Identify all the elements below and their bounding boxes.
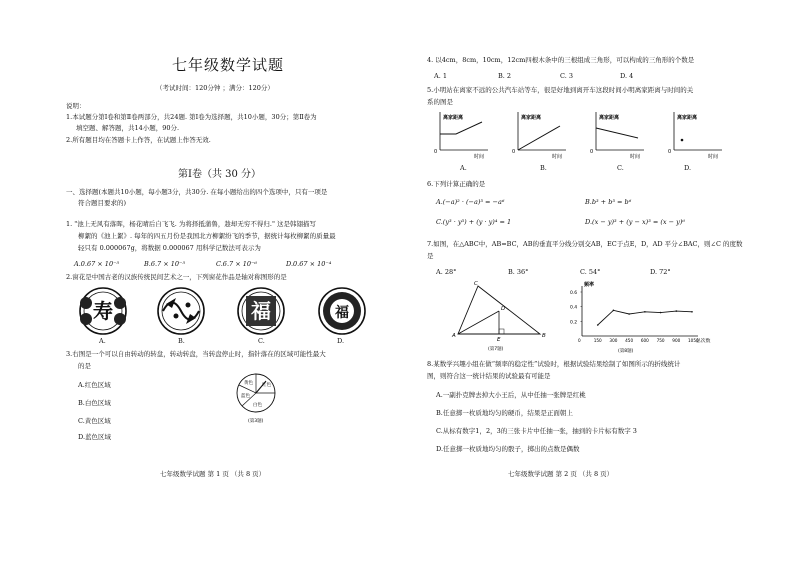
x-tick-label: 750	[656, 338, 665, 343]
note-2: 2.所有题目均在答题卡上作答，在试题上作答无效.	[66, 136, 211, 144]
y-tick-label: 0.2	[570, 320, 578, 326]
q1-option-a: A.0.67 × 10⁻⁵	[74, 260, 120, 268]
section-title: 第Ⅰ卷（共 30 分）	[178, 169, 262, 180]
paper-cut-d-glyph: 福	[335, 305, 349, 321]
tri-label-c: C	[474, 281, 478, 287]
q7-option-b: B. 36°	[508, 268, 529, 276]
q8-option-b: B.任意掷一枚质地均匀的硬币，结果是正面朝上	[436, 409, 573, 417]
q6-option-c: C.(y³ · y³) + (y · y)⁴ = 1	[436, 218, 512, 226]
y-axis-title: 频率	[584, 282, 595, 288]
q5-b-origin: 0	[512, 149, 516, 155]
q2-label-d: D.	[337, 337, 345, 345]
exam-info: （考试时间：120分钟 ；满分：120分）	[156, 84, 274, 92]
q8-caption: (第8题)	[618, 349, 634, 354]
q5-label-c: C.	[617, 164, 624, 172]
q5-a-ylabel: 离家距离	[443, 115, 464, 121]
tri-label-d: D	[501, 306, 506, 312]
q3-line-1: 3.右图是一个可以自由转动的转盘，转动转盘，当转盘停止时，指针落在的区域可能性最大	[66, 350, 326, 358]
paper-cut-c-image	[238, 288, 284, 334]
exam-title: 七年级数学试题	[172, 56, 285, 74]
q5-graph-a	[434, 112, 488, 160]
q5-a-origin: 0	[434, 149, 438, 155]
q4-option-a: A. 1	[434, 72, 447, 80]
right-footer: 七年级数学试题 第 2 页 （共 8 页）	[508, 470, 614, 478]
q8-line-1: 8.某数学兴趣小组在做“频率的稳定性”试验时，根据试验结果绘制了如图所示的折线统计	[427, 360, 681, 368]
paper-cut-a-glyph: 寿	[93, 299, 113, 323]
q7-caption: (第7题)	[488, 347, 504, 352]
instructions-line-2: 符合题目要求的)	[78, 199, 127, 207]
q5-d-xlabel: 时间	[708, 154, 719, 160]
q8-line-2: 图，则符合这一统计结果的试验最有可能是	[427, 372, 551, 380]
frequency-point	[597, 324, 599, 326]
q8-option-c: C.从标有数字1，2，3的三张卡片中任抽一张，抽到的卡片标有数字 3	[436, 427, 637, 435]
tri-label-e: E	[497, 337, 501, 343]
paper-cut-b-image	[158, 288, 204, 334]
frequency-point	[613, 310, 615, 312]
x-tick-label: 0	[578, 338, 581, 343]
q7-option-d: D. 72°	[650, 268, 671, 276]
q7-option-a: A. 28°	[436, 268, 457, 276]
tri-label-a: A	[452, 333, 456, 339]
q1-option-d: D.0.67 × 10⁻⁴	[286, 260, 332, 268]
q1-line-1: 1. "池上无风有落晖，杨花晴后自飞飞. 为将择抵蒲鲁，趁却无穷不得归." 这是韩翃描写	[66, 220, 317, 228]
q7-line-1: 7.如图，在△ABC中，AB=BC，AB的垂直平分线分别交AB，EC于点E，D，AD 平分∠BAC，则∠C 的度数	[427, 240, 743, 248]
frequency-point	[675, 310, 677, 312]
q5-label-b: B.	[540, 164, 547, 172]
q2-text: 2.窗花是中国古老的汉族传统民间艺术之一，下列窗花作品是轴对称图形的是	[66, 273, 287, 281]
q2-label-c: C.	[258, 337, 265, 345]
q4-option-b: B. 2	[498, 72, 512, 80]
q6-text: 6.下列计算正确的是	[427, 180, 486, 188]
q3-option-a: A.红色区域	[78, 381, 111, 389]
x-tick-label: 900	[672, 338, 681, 343]
spinner-label-blue: 蓝色	[241, 394, 250, 399]
spinner-label-white: 白色	[253, 403, 262, 408]
q5-d-ylabel: 离家距离	[677, 115, 698, 121]
q7-triangle-figure	[450, 280, 550, 352]
q1-line-2: 柳絮的《池上絮》. 每年的四五月份是我国北方柳絮纷飞的季节，据统计每枚柳絮的质量最	[78, 232, 336, 240]
q4-text: 4. 以4cm，8cm，10cm，12cm四根木条中的三根组成三角形，可以构成的三角形的个数是	[427, 56, 695, 64]
q5-c-origin: 0	[590, 149, 594, 155]
notes-label: 说明：	[66, 102, 86, 110]
q8-option-a: A.一副扑克牌去掉大小王后，从中任抽一张牌是红桃	[436, 391, 586, 399]
q8-option-d: D.任意掷一枚质地均匀的骰子，掷出的点数是偶数	[436, 445, 580, 453]
q2-label-b: B.	[178, 337, 185, 345]
spinner-label-yellow: 黄色	[244, 381, 253, 386]
x-tick-label: 150	[593, 338, 602, 343]
frequency-point	[660, 312, 662, 314]
x-tick-label: 1050	[688, 338, 699, 343]
y-tick-label: 0.6	[570, 291, 578, 296]
instructions-line-1: 一、选择题(本题共10小题，每小题3分，共30分. 在每小题给出的四个选项中，只有一项是	[66, 188, 328, 196]
q5-b-xlabel: 时间	[552, 154, 563, 160]
q5-graph-b	[512, 112, 566, 160]
spinner-caption: (第3题)	[248, 419, 264, 424]
q5-d-origin: 0	[668, 149, 672, 155]
q4-option-c: C. 3	[560, 72, 574, 80]
q5-graph-c	[590, 112, 644, 160]
spinner-figure	[232, 370, 282, 430]
q4-option-d: D. 4	[620, 72, 634, 80]
left-footer: 七年级数学试题 第 1 页 （共 8 页）	[160, 470, 266, 478]
note-1-line-1: 1.本试题分第Ⅰ卷和第Ⅱ卷两部分，共24题. 第Ⅰ卷为选择题，共10小题，30分；第Ⅱ卷为	[66, 113, 317, 121]
x-tick-label: 450	[625, 338, 634, 343]
q6-option-a: A.(−a)² · (−a)³ = −a⁶	[436, 198, 505, 206]
x-tick-label: 600	[640, 338, 649, 343]
q3-option-c: C.黄色区域	[78, 417, 111, 425]
q7-line-2: 是	[427, 252, 434, 260]
q3-option-d: D.蓝色区域	[78, 433, 112, 441]
q5-line-1: 5.小明站在离家不远的公共汽车站等车，很是好地到离开车这段时间小明离家距离与时间的关	[427, 86, 694, 94]
q3-option-b: B.白色区域	[78, 399, 111, 407]
q5-a-xlabel: 时间	[474, 154, 485, 160]
spinner-label-red: 红色	[262, 383, 271, 388]
q5-graph-d	[668, 112, 722, 160]
paper-cut-a-image	[80, 288, 126, 334]
q5-c-xlabel: 时间	[630, 154, 641, 160]
q1-option-c: C.6.7 × 10⁻⁶	[216, 260, 258, 268]
q2-label-a: A.	[99, 337, 106, 345]
q8-frequency-chart	[570, 278, 720, 354]
x-tick-label: 300	[609, 338, 618, 343]
frequency-point	[628, 313, 630, 315]
q1-option-b: B.6.7 × 10⁻⁵	[144, 260, 186, 268]
q3-line-2: 的是	[78, 362, 91, 370]
paper-cut-d-image	[319, 288, 365, 334]
q6-option-b: B.b³ + b³ = b⁶	[585, 198, 632, 206]
frequency-point	[644, 311, 646, 313]
x-axis-title: 总次数	[696, 339, 711, 344]
q6-option-d: D.(x − y)³ + (y − x)³ = (x − y)⁶	[585, 218, 685, 226]
frequency-point	[691, 311, 693, 313]
q1-line-3: 轻只有 0.000067g，将数据 0.000067 用科学记数法可表示为	[78, 244, 261, 252]
q5-c-ylabel: 离家距离	[599, 115, 620, 121]
q5-label-d: D.	[684, 164, 692, 172]
q2-paper-cut-figures	[66, 286, 366, 348]
paper-cut-c-glyph: 福	[251, 299, 271, 323]
q5-b-ylabel: 离家距离	[521, 115, 542, 121]
q7-option-c: C. 54°	[580, 268, 601, 276]
tri-label-b: B	[542, 333, 546, 339]
q5-label-a: A.	[460, 164, 467, 172]
q5-line-2: 系的图是	[427, 98, 453, 106]
y-tick-label: 0.4	[570, 305, 578, 311]
note-1-line-2: 填空题、解答题，共14小题，90分.	[76, 124, 180, 132]
